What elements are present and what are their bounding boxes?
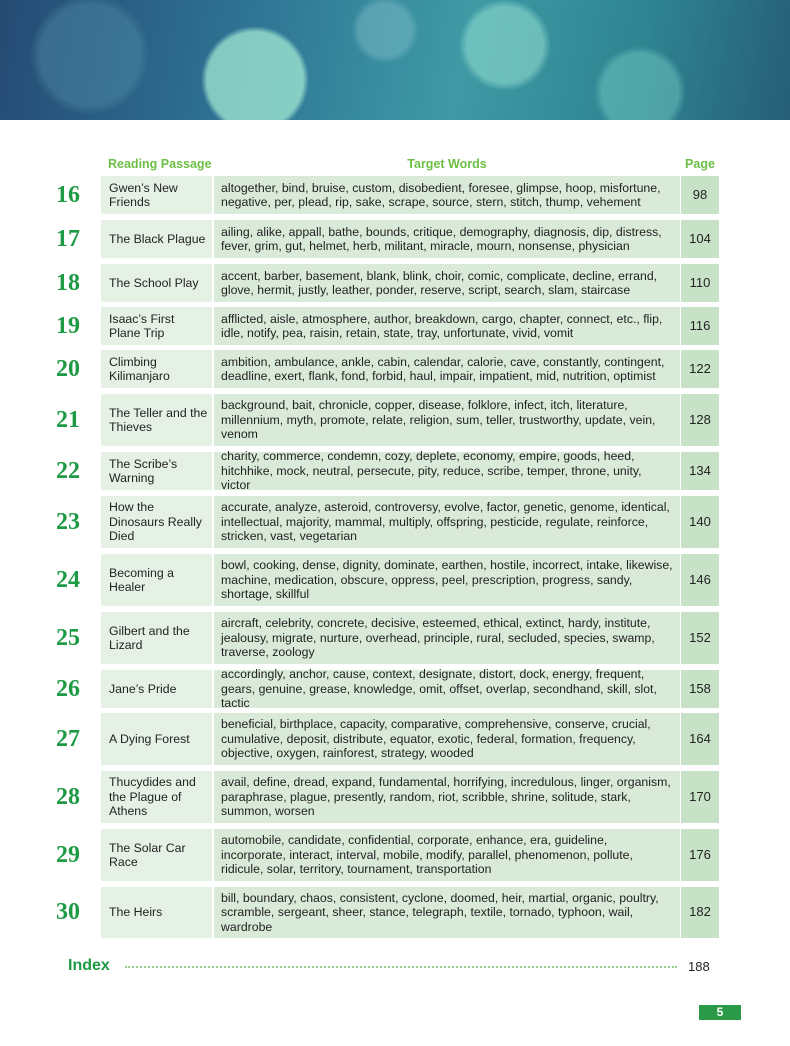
table-row [0, 394, 790, 446]
target-words: charity, commerce, condemn, cozy, deplete, economy, empire, goods, heed, hitchhike, mock, neutral, persecute, pity, reduce, scribe, temper, throne, unity, victor [214, 452, 680, 490]
table-row [0, 176, 790, 214]
passage-title: The Heirs [101, 887, 212, 938]
passage-title: A Dying Forest [101, 713, 212, 765]
table-row [0, 307, 790, 345]
page-number: 128 [681, 394, 719, 446]
header-banner-image [0, 0, 790, 120]
lesson-number: 23 [56, 508, 80, 535]
target-words: automobile, candidate, confidential, corporate, enhance, era, guideline, incorporate, interact, interval, mobile, modify, parallel, phenomenon, pollute, ridicule, solar, territory, tournament, transportation [214, 829, 680, 881]
lesson-number: 24 [56, 566, 80, 593]
page-folio: 5 [699, 1005, 741, 1020]
target-words: ambition, ambulance, ankle, cabin, calendar, calorie, cave, constantly, contingent, deadline, exert, flank, fond, forbid, haul, impair, impatient, mid, nutrition, optimist [214, 350, 680, 388]
passage-title: Thucydides and the Plague of Athens [101, 771, 212, 823]
target-words: ailing, alike, appall, bathe, bounds, critique, demography, diagnosis, dip, distress, fever, grim, gut, helmet, herb, militant, miracle, mourn, nonsense, physician [214, 220, 680, 258]
target-words: avail, define, dread, expand, fundamental, horrifying, incredulous, linger, organism, paraphrase, plague, presently, random, riot, scribble, shrine, solitude, stark, summon, worsen [214, 771, 680, 823]
table-row [0, 554, 790, 606]
page-number: 110 [681, 264, 719, 302]
table-row [0, 264, 790, 302]
column-header-target-words: Target Words [407, 157, 487, 171]
table-row [0, 887, 790, 938]
lesson-number: 18 [56, 269, 80, 296]
page-number: 116 [681, 307, 719, 345]
passage-title: Jane’s Pride [101, 670, 212, 708]
table-row [0, 496, 790, 548]
passage-title: How the Dinosaurs Really Died [101, 496, 212, 548]
passage-title: Becoming a Healer [101, 554, 212, 606]
table-row [0, 829, 790, 881]
lesson-number: 17 [56, 225, 80, 252]
table-row [0, 220, 790, 258]
passage-title: Gwen’s New Friends [101, 176, 212, 214]
passage-title: The Black Plague [101, 220, 212, 258]
passage-title: Climbing Kilimanjaro [101, 350, 212, 388]
page-number: 176 [681, 829, 719, 881]
table-row [0, 449, 790, 493]
page-number: 158 [681, 670, 719, 708]
table-row [0, 713, 790, 765]
lesson-number: 22 [56, 457, 80, 484]
index-page-number: 188 [688, 959, 710, 974]
page-number: 164 [681, 713, 719, 765]
table-row [0, 350, 790, 388]
passage-title: The Scribe’s Warning [101, 452, 212, 490]
target-words: afflicted, aisle, atmosphere, author, breakdown, cargo, chapter, connect, etc., flip, idle, notify, pea, raisin, retain, state, tray, unfortunate, vivid, vomit [214, 307, 680, 345]
lesson-number: 30 [56, 899, 80, 925]
target-words: accurate, analyze, asteroid, controversy, evolve, factor, genetic, genome, identical, intellectual, majority, mammal, multiply, offspring, pesticide, regulate, reinforce, stricken, vast, vegetarian [214, 496, 680, 548]
lesson-number: 20 [56, 355, 80, 382]
page-number: 134 [681, 452, 719, 490]
target-words: accent, barber, basement, blank, blink, choir, comic, complicate, decline, errand, glove, hermit, justly, leather, ponder, reserve, script, search, slam, staircase [214, 264, 680, 302]
target-words: bill, boundary, chaos, consistent, cyclone, doomed, heir, martial, organic, poultry, scramble, sergeant, sheer, stance, telegraph, textile, tornado, typhoon, wail, wardrobe [214, 887, 680, 938]
page-number: 98 [681, 176, 719, 214]
passage-title: The School Play [101, 264, 212, 302]
page-number: 140 [681, 496, 719, 548]
table-row [0, 612, 790, 664]
target-words: accordingly, anchor, cause, context, designate, distort, dock, energy, frequent, gears, genuine, grease, knowledge, omit, offset, overlap, secondhand, skill, slot, tactic [214, 670, 680, 708]
column-header-reading-passage: Reading Passage [108, 157, 212, 171]
lesson-number: 21 [56, 406, 80, 433]
passage-title: The Solar Car Race [101, 829, 212, 881]
target-words: bowl, cooking, dense, dignity, dominate, earthen, hostile, incorrect, intake, likewise, machine, medication, obscure, oppress, peel, prescription, progress, sandy, shortage, skillful [214, 554, 680, 606]
table-row [0, 771, 790, 823]
lesson-number: 26 [56, 675, 80, 702]
page-number: 170 [681, 771, 719, 823]
lesson-number: 29 [56, 841, 80, 868]
target-words: aircraft, celebrity, concrete, decisive, esteemed, ethical, extinct, hardy, institute, jealousy, migrate, nurture, overhead, principle, rural, secluded, species, swamp, traverse, zoology [214, 612, 680, 664]
page-number: 146 [681, 554, 719, 606]
page-number: 182 [681, 887, 719, 938]
column-header-page: Page [685, 157, 715, 171]
lesson-number: 27 [56, 725, 80, 752]
passage-title: Isaac’s First Plane Trip [101, 307, 212, 345]
target-words: altogether, bind, bruise, custom, disobedient, foresee, glimpse, hoop, misfortune, negative, per, plead, rip, sake, scrape, source, stern, stitch, thump, vehement [214, 176, 680, 214]
lesson-number: 25 [56, 624, 80, 651]
index-dot-leader [125, 966, 677, 968]
target-words: beneficial, birthplace, capacity, comparative, comprehensive, conserve, crucial, cumulative, deposit, distribute, equator, exotic, federal, formation, frequency, objective, oxygen, rainforest, strategy, wooded [214, 713, 680, 765]
page-number: 104 [681, 220, 719, 258]
table-row [0, 667, 790, 711]
lesson-number: 16 [56, 181, 80, 208]
target-words: background, bait, chronicle, copper, disease, folklore, infect, itch, literature, millennium, myth, promote, relate, religion, sum, teller, trustworthy, update, vein, venom [214, 394, 680, 446]
lesson-number: 28 [56, 783, 80, 810]
index-label: Index [68, 957, 110, 974]
page-number: 152 [681, 612, 719, 664]
passage-title: Gilbert and the Lizard [101, 612, 212, 664]
passage-title: The Teller and the Thieves [101, 394, 212, 446]
page-number: 122 [681, 350, 719, 388]
lesson-number: 19 [56, 312, 80, 339]
